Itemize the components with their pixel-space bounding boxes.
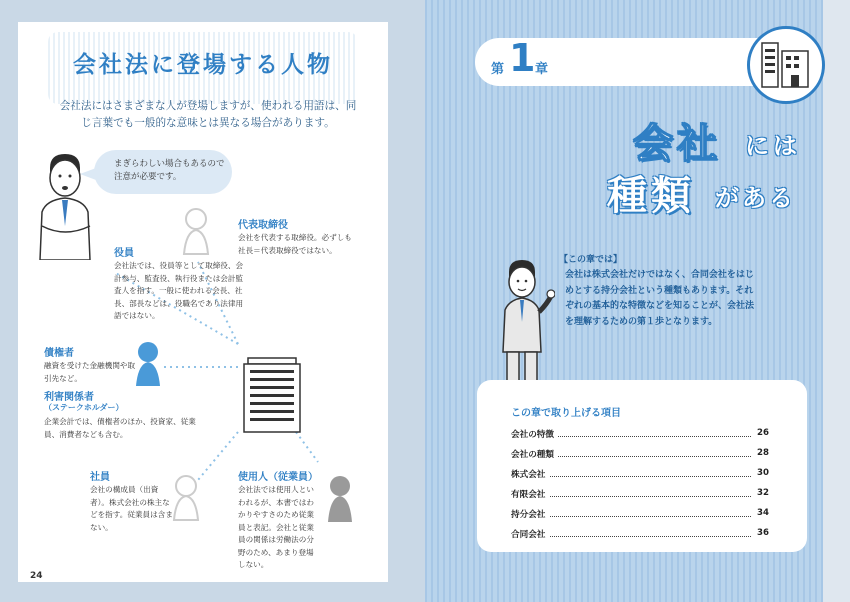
toc-item-title: 会社の種類 [511,448,558,460]
node-director-text: 会社を代表する取締役。必ずしも社長＝代表取締役ではない。 [238,233,352,255]
toc-item-title: 持分会社 [511,508,549,520]
node-employee-label: 使用人（従業員） [238,472,318,483]
toc-item[interactable] [511,488,769,502]
left-content-card [18,22,388,582]
summary-heading: 【この章では】 [559,255,623,265]
chapter-emblem [747,26,825,104]
page-number: 24 [30,571,43,581]
node-stakeholder-label: 利害関係者 [44,392,94,403]
node-creditor-label: 債権者 [44,348,74,359]
node-member-text: 会社の構成員（出資者）。株式会社の株主などを指す。従業員は含まない。 [90,485,173,532]
speech-bubble: まぎらわしい場合もあるので注意が必要です。 [94,150,232,194]
connector-employee [296,432,318,462]
chapter-title-line2-suffix: がある [715,184,796,212]
chapter-title-line1-suffix: には [745,132,801,160]
chapter-suffix: 章 [535,62,549,77]
summary-text: 会社は株式会社だけではなく、合同会社をはじめとする持分会社という種類もあります。それぞれの基本的な特徴などを知ることが、会社法を理解するための第１歩となります。 [565,270,755,327]
node-stakeholder-sub: （ステークホルダー） [44,403,124,412]
toc-item[interactable] [511,508,769,522]
toc-item-page: 30 [757,468,769,478]
pawn-director-icon [184,209,208,254]
businessman-illustration [32,150,98,260]
node-stakeholder-text: 企業会計では、債権者のほか、投資家、従業員、消費者なども含む。 [44,417,196,439]
toc-item-page: 32 [757,488,769,498]
node-director-label: 代表取締役 [238,220,288,231]
pawn-creditor-icon [136,342,160,386]
node-officer-label: 役員 [114,248,134,259]
buildings-icon [750,29,822,101]
node-creditor-text: 融資を受けた金融機関や取引先など。 [44,361,136,383]
right-page [425,0,850,602]
toc-item-page: 36 [757,528,769,538]
office-building-icon [242,356,302,434]
toc-heading: この章で取り上げる項目 [511,408,621,419]
node-employee-text: 会社法では使用人といわれるが、本書ではわかりやすさのため従業員と表記。会社と従業員の関係は労働法の分野のため、あまり登場しない。 [238,485,314,569]
intro-text: 会社法にはさまざまな人が登場しますが、使われる用語は、同じ言葉でも一般的な意味とは異なる場合があります。 [59,100,357,129]
pawn-employee-icon [328,476,352,522]
toc-item[interactable] [511,448,769,462]
node-officer-text: 会社法では、役員等として取締役、会計参与、監査役、執行役または会計監査人を指す。一般に使われる会長、社長、部長などは、役職名であり法律用語ではない。 [114,261,244,320]
toc-item-page: 28 [757,448,769,458]
chapter-title-line2: 種類 [607,173,695,219]
presenter-illustration [489,256,555,390]
toc-item[interactable] [511,528,769,542]
toc-item-title: 株式会社 [511,468,549,480]
toc-item-title: 有限会社 [511,488,549,500]
toc-item[interactable] [511,468,769,482]
toc-item-page: 34 [757,508,769,518]
chapter-title-line1: 会社 [633,121,721,167]
chapter-number: 1 [509,36,536,80]
page-edge [823,0,850,602]
toc-item-page: 26 [757,428,769,438]
page-title: 会社法に登場する人物 [73,52,333,78]
node-member-label: 社員 [90,472,110,483]
chapter-prefix: 第 [491,62,505,77]
toc-item-title: 合同会社 [511,528,549,540]
toc-item[interactable] [511,428,769,442]
toc-item-title: 会社の特徴 [511,428,558,440]
pawn-member-icon [174,476,198,520]
